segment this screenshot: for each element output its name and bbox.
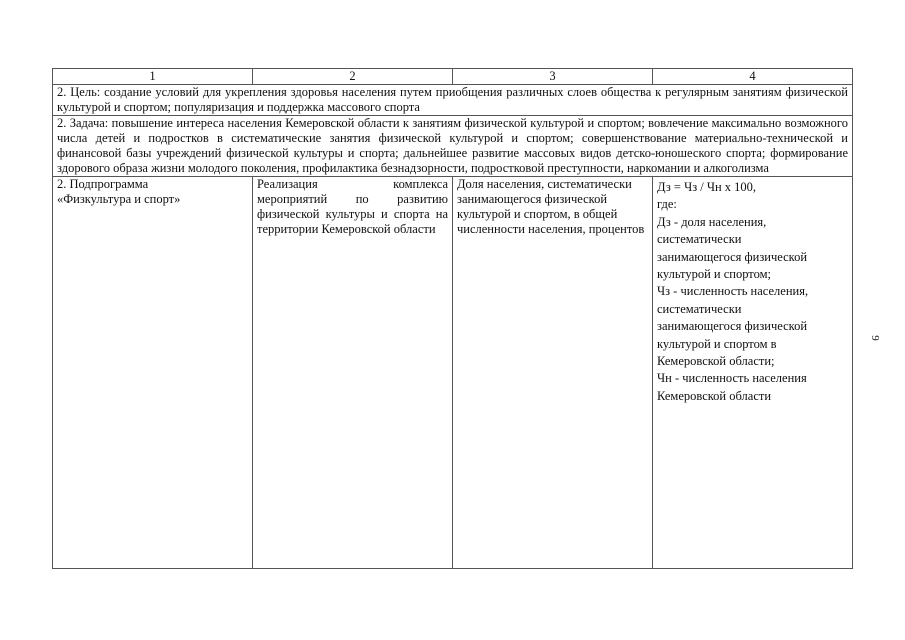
formula-line: занимающегося физической — [657, 249, 808, 264]
task-text: 2. Задача: повышение интереса населения Кемеровской области к занятиям физической культурой и спортом; вовлечение максимально возможного числа детей и подростков в систематические занятия физической культурой и спортом; совершенствование материально-технической и финансовой базы учреждений физической культуры и спорта; дальнейшее развитие массовых видов детско-юношеского спорта; формирование здорового образа жизни молодого поколения, профилактика безнадзорности, подростковой преступности, наркомании и алкоголизма — [53, 116, 853, 177]
formula-line: Кемеровской области; — [657, 354, 775, 369]
header-row — [53, 69, 853, 85]
subprogram-name-line: «Физкультура и спорт» — [57, 192, 181, 206]
formula-line: культурой и спортом; — [657, 267, 772, 282]
goal-text: 2. Цель: создание условий для укрепления здоровья населения путем приобщения различных слоев общества к регулярным занятиям физической культурой и спортом; популяризация и поддержка массового спорта — [53, 85, 853, 116]
column-number-1: 1 — [53, 69, 253, 85]
goal-row — [53, 85, 853, 116]
formula-line: Кемеровской области — [657, 388, 772, 403]
formula-cell — [653, 177, 853, 569]
subprogram-cell — [53, 177, 253, 569]
formula-line: Дз = Чз / Чн x 100, — [657, 180, 757, 194]
formula-line: где: — [657, 197, 677, 212]
indicator-cell: Доля населения, систематически занимающегося физической культурой и спортом, в общей численности населения, процентов — [453, 177, 653, 569]
formula-line: культурой и спортом в — [657, 336, 777, 351]
column-number-2: 2 — [253, 69, 453, 85]
formula-line: Чн - численность населения — [657, 371, 807, 386]
column-number-3: 3 — [453, 69, 653, 85]
column-number-4: 4 — [653, 69, 853, 85]
formula-line: Дз - доля населения, — [657, 214, 767, 229]
formula-line: систематически — [657, 232, 742, 247]
subprogram-number-line: 2. Подпрограмма — [57, 177, 149, 191]
formula-line: занимающегося физической — [657, 319, 808, 334]
subprogram-row — [53, 177, 853, 569]
task-row — [53, 116, 853, 177]
activity-cell: Реализация комплекса мероприятий по развитию физической культуры и спорта на территории Кемеровской области — [253, 177, 453, 569]
formula-line: систематически — [657, 301, 742, 316]
formula-line: Чз - численность населения, — [657, 284, 809, 299]
page-number: 9 — [868, 335, 881, 341]
indicator-table — [52, 68, 853, 569]
